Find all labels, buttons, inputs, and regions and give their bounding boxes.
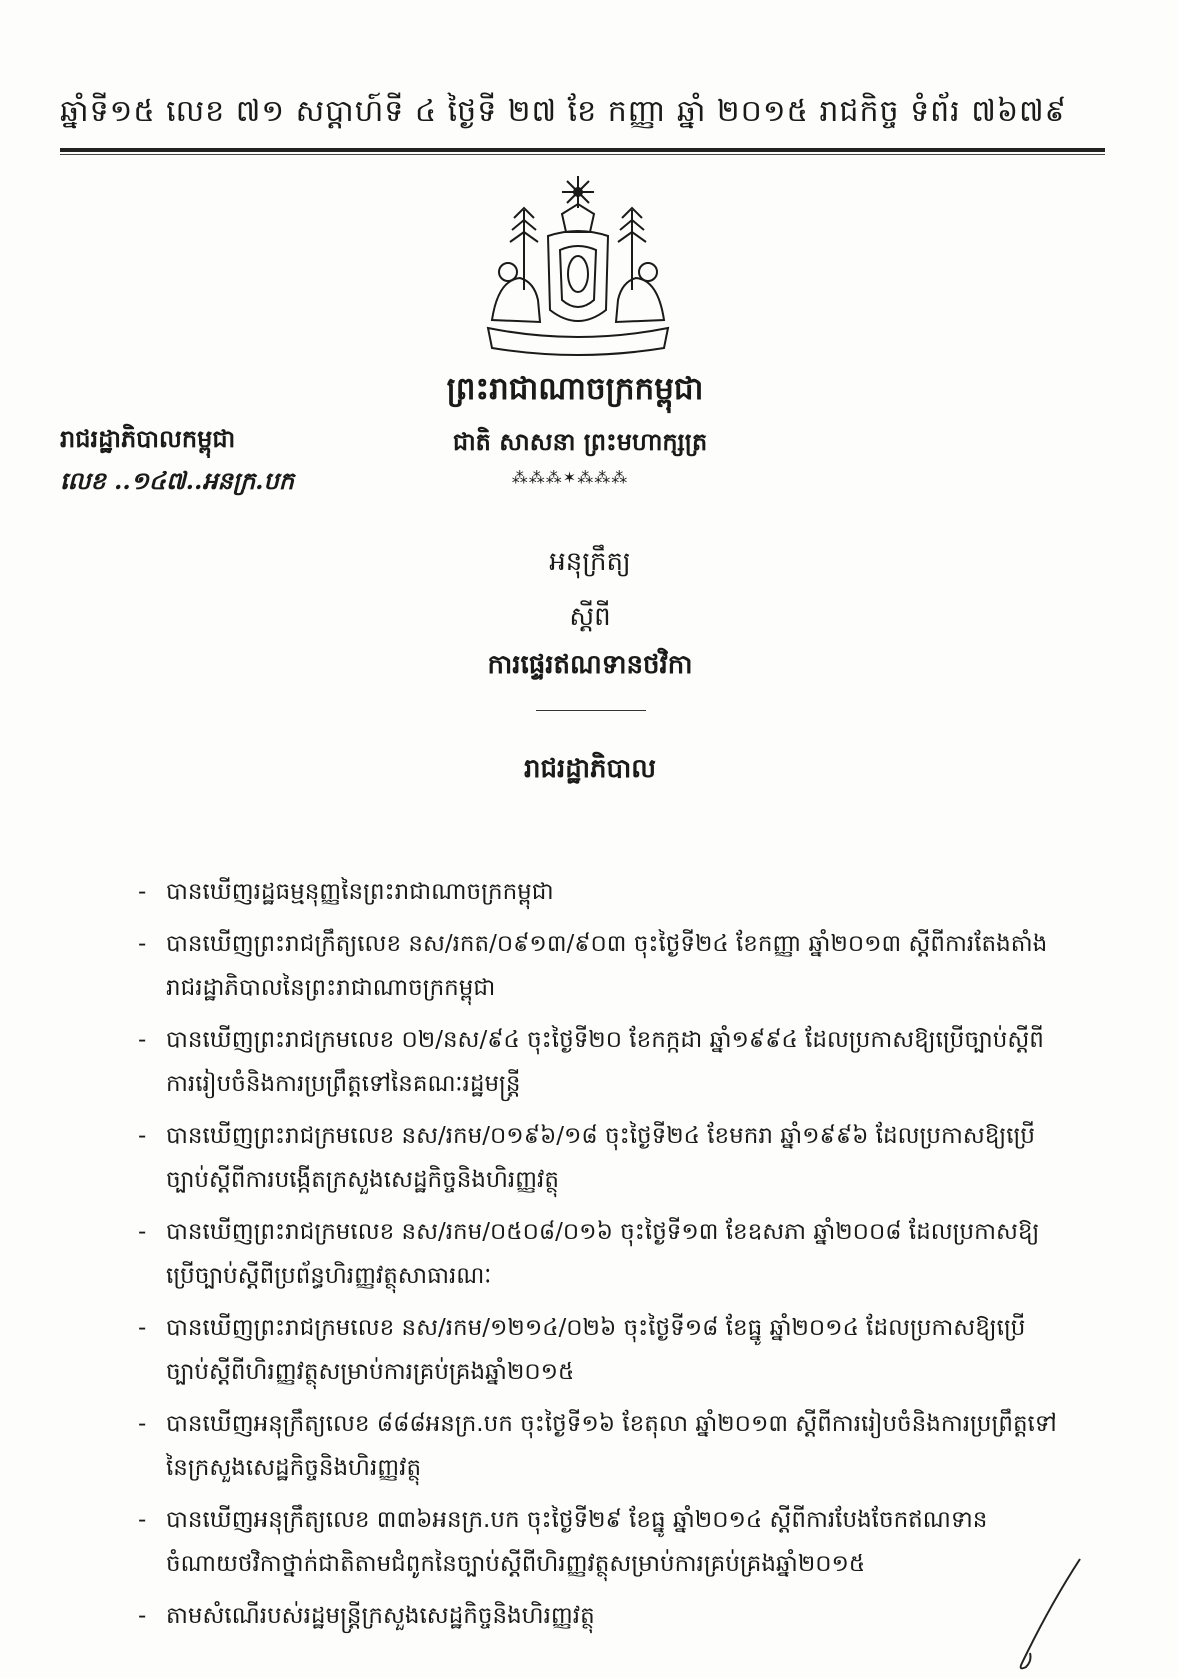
list-item: - បានឃើញអនុក្រឹត្យលេខ ៣៣៦អនក្រ.បក ចុះថ្ងៃទី២៩ ខែធ្នូ ឆ្នាំ២០១៤ ស្តីពីការបែងចែកឥណទានចំណាយថវិកាថ្នាក់ជាតិតាមជំពូកនៃច្បាប់ស្តីពីហិរញ្ញវត្ថុសម្រាប់ការគ្រប់គ្រងឆ្នាំ២០១៥	[138, 1507, 988, 1577]
issuer-name: រាជរដ្ឋាភិបាលកម្ពុជា	[60, 424, 236, 453]
handwritten-signature-icon	[1010, 1555, 1090, 1673]
kingdom-title: ព្រះរាជាណាចក្រកម្ពុជា	[446, 371, 704, 407]
recital-text: បានឃើញអនុក្រឹត្យលេខ ៨៨៨អនក្រ.បក ចុះថ្ងៃទី១៦ ខែតុលា ឆ្នាំ២០១៣ ស្តីពីការរៀបចំនិងការប្រព្រឹត្តទៅនៃក្រសួងសេដ្ឋកិច្ចនិងហិរញ្ញវត្ថុ	[166, 1411, 1057, 1481]
recital-text: បានឃើញព្រះរាជក្រមលេខ នស/រកម/០១៩៦/១៨ ចុះថ្ងៃទី២៤ ខែមករា ឆ្នាំ១៩៩៦ ដែលប្រកាសឱ្យប្រើច្បាប់ស្តីពីការបង្កើតក្រសួងសេដ្ឋកិច្ចនិងហិរញ្ញវត្ថុ	[166, 1123, 1035, 1193]
header-rule-thin	[60, 154, 1105, 155]
recitals-list	[138, 870, 1058, 1646]
document-number: លេខ ..១៤៧..អនក្រ.បក	[60, 466, 294, 495]
recital-text: បានឃើញព្រះរាជក្រមលេខ នស/រកម/០៥០៨/០១៦ ចុះថ្ងៃទី១៣ ខែឧសភា ឆ្នាំ២០០៨ ដែលប្រកាសឱ្យប្រើច្បាប់ស្តីពីប្រព័ន្ធហិរញ្ញវត្ថុសាធារណៈ	[166, 1219, 1040, 1289]
recital-text: បានឃើញព្រះរាជក្រឹត្យលេខ នស/រកត/០៩១៣/៩០៣ ចុះថ្ងៃទី២៤ ខែកញ្ញា ឆ្នាំ២០១៣ ស្តីពីការតែងតាំងរាជរដ្ឋាភិបាលនៃព្រះរាជាណាចក្រកម្ពុជា	[166, 931, 1048, 1001]
list-item: - បានឃើញរដ្ឋធម្មនុញ្ញនៃព្រះរាជាណាចក្រកម្ពុជា	[138, 879, 554, 905]
recital-text: បានឃើញអនុក្រឹត្យលេខ ៣៣៦អនក្រ.បក ចុះថ្ងៃទី២៩ ខែធ្នូ ឆ្នាំ២០១៤ ស្តីពីការបែងចែកឥណទានចំណាយថវិកាថ្នាក់ជាតិតាមជំពូកនៃច្បាប់ស្តីពីហិរញ្ញវត្ថុសម្រាប់ការគ្រប់គ្រងឆ្នាំ២០១៥	[166, 1507, 988, 1577]
list-item: - បានឃើញព្រះរាជក្រមលេខ នស/រកម/១២១៤/០២៦ ចុះថ្ងៃទី១៨ ខែធ្នូ ឆ្នាំ២០១៤ ដែលប្រកាសឱ្យប្រើច្បាប់ស្តីពីហិរញ្ញវត្ថុសម្រាប់ការគ្រប់គ្រងឆ្នាំ២០១៥	[138, 1315, 1026, 1385]
recital-text: បានឃើញរដ្ឋធម្មនុញ្ញនៃព្រះរាជាណាចក្រកម្ពុជា	[166, 879, 554, 905]
ornament-divider: ⁂⁂⁂✶⁂⁂⁂	[511, 468, 629, 487]
list-item: - តាមសំណើរបស់រដ្ឋមន្ត្រីក្រសួងសេដ្ឋកិច្ចនិងហិរញ្ញវត្ថុ	[138, 1603, 595, 1629]
list-item: - បានឃើញព្រះរាជក្រមលេខ នស/រកម/០៥០៨/០១៦ ចុះថ្ងៃទី១៣ ខែឧសភា ឆ្នាំ២០០៨ ដែលប្រកាសឱ្យប្រើច្បាប់ស្តីពីប្រព័ន្ធហិរញ្ញវត្ថុសាធារណៈ	[138, 1219, 1040, 1289]
recital-text: បានឃើញព្រះរាជក្រមលេខ នស/រកម/១២១៤/០២៦ ចុះថ្ងៃទី១៨ ខែធ្នូ ឆ្នាំ២០១៤ ដែលប្រកាសឱ្យប្រើច្បាប់ស្តីពីហិរញ្ញវត្ថុសម្រាប់ការគ្រប់គ្រងឆ្នាំ២០១៥	[166, 1315, 1026, 1385]
document-about: ស្តីពី	[569, 602, 611, 632]
gazette-header: ឆ្នាំទី១៥ លេខ ៧១ សប្តាហ៍ទី ៤ ថ្ងៃទី ២៧ ខែ កញ្ញា ឆ្នាំ ២០១៥ រាជកិច្ច ទំព័រ ៧៦៧៩	[60, 94, 1067, 129]
list-item: - បានឃើញអនុក្រឹត្យលេខ ៨៨៨អនក្រ.បក ចុះថ្ងៃទី១៦ ខែតុលា ឆ្នាំ២០១៣ ស្តីពីការរៀបចំនិងការប្រព្រឹត្តទៅនៃក្រសួងសេដ្ឋកិច្ចនិងហិរញ្ញវត្ថុ	[138, 1411, 1057, 1481]
document-type: អនុក្រឹត្យ	[549, 547, 631, 577]
issuing-body: រាជរដ្ឋាភិបាល	[523, 754, 657, 784]
section-divider	[536, 710, 646, 711]
list-item: - បានឃើញព្រះរាជក្រមលេខ នស/រកម/០១៩៦/១៨ ចុះថ្ងៃទី២៤ ខែមករា ឆ្នាំ១៩៩៦ ដែលប្រកាសឱ្យប្រើច្បាប់ស្តីពីការបង្កើតក្រសួងសេដ្ឋកិច្ចនិងហិរញ្ញវត្ថុ	[138, 1123, 1035, 1193]
recital-text: តាមសំណើរបស់រដ្ឋមន្ត្រីក្រសួងសេដ្ឋកិច្ចនិងហិរញ្ញវត្ថុ	[166, 1603, 595, 1629]
royal-arms-emblem-icon	[478, 170, 678, 360]
document-subject: ការផ្ទេរឥណទានថវិកា	[487, 650, 693, 680]
list-item: - បានឃើញព្រះរាជក្រឹត្យលេខ នស/រកត/០៩១៣/៩០៣ ចុះថ្ងៃទី២៤ ខែកញ្ញា ឆ្នាំ២០១៣ ស្តីពីការតែងតាំងរាជរដ្ឋាភិបាលនៃព្រះរាជាណាចក្រកម្ពុជា	[138, 931, 1048, 1001]
recital-text: បានឃើញព្រះរាជក្រមលេខ ០២/នស/៩៤ ចុះថ្ងៃទី២០ ខែកក្កដា ឆ្នាំ១៩៩៤ ដែលប្រកាសឱ្យប្រើច្បាប់ស្តីពីការរៀបចំនិងការប្រព្រឹត្តទៅនៃគណៈរដ្ឋមន្ត្រី	[166, 1027, 1044, 1097]
list-item: - បានឃើញព្រះរាជក្រមលេខ ០២/នស/៩៤ ចុះថ្ងៃទី២០ ខែកក្កដា ឆ្នាំ១៩៩៤ ដែលប្រកាសឱ្យប្រើច្បាប់ស្តីពីការរៀបចំនិងការប្រព្រឹត្តទៅនៃគណៈរដ្ឋមន្ត្រី	[138, 1027, 1044, 1097]
national-motto: ជាតិ សាសនា ព្រះមហាក្សត្រ	[452, 427, 708, 456]
header-rule	[60, 148, 1105, 152]
